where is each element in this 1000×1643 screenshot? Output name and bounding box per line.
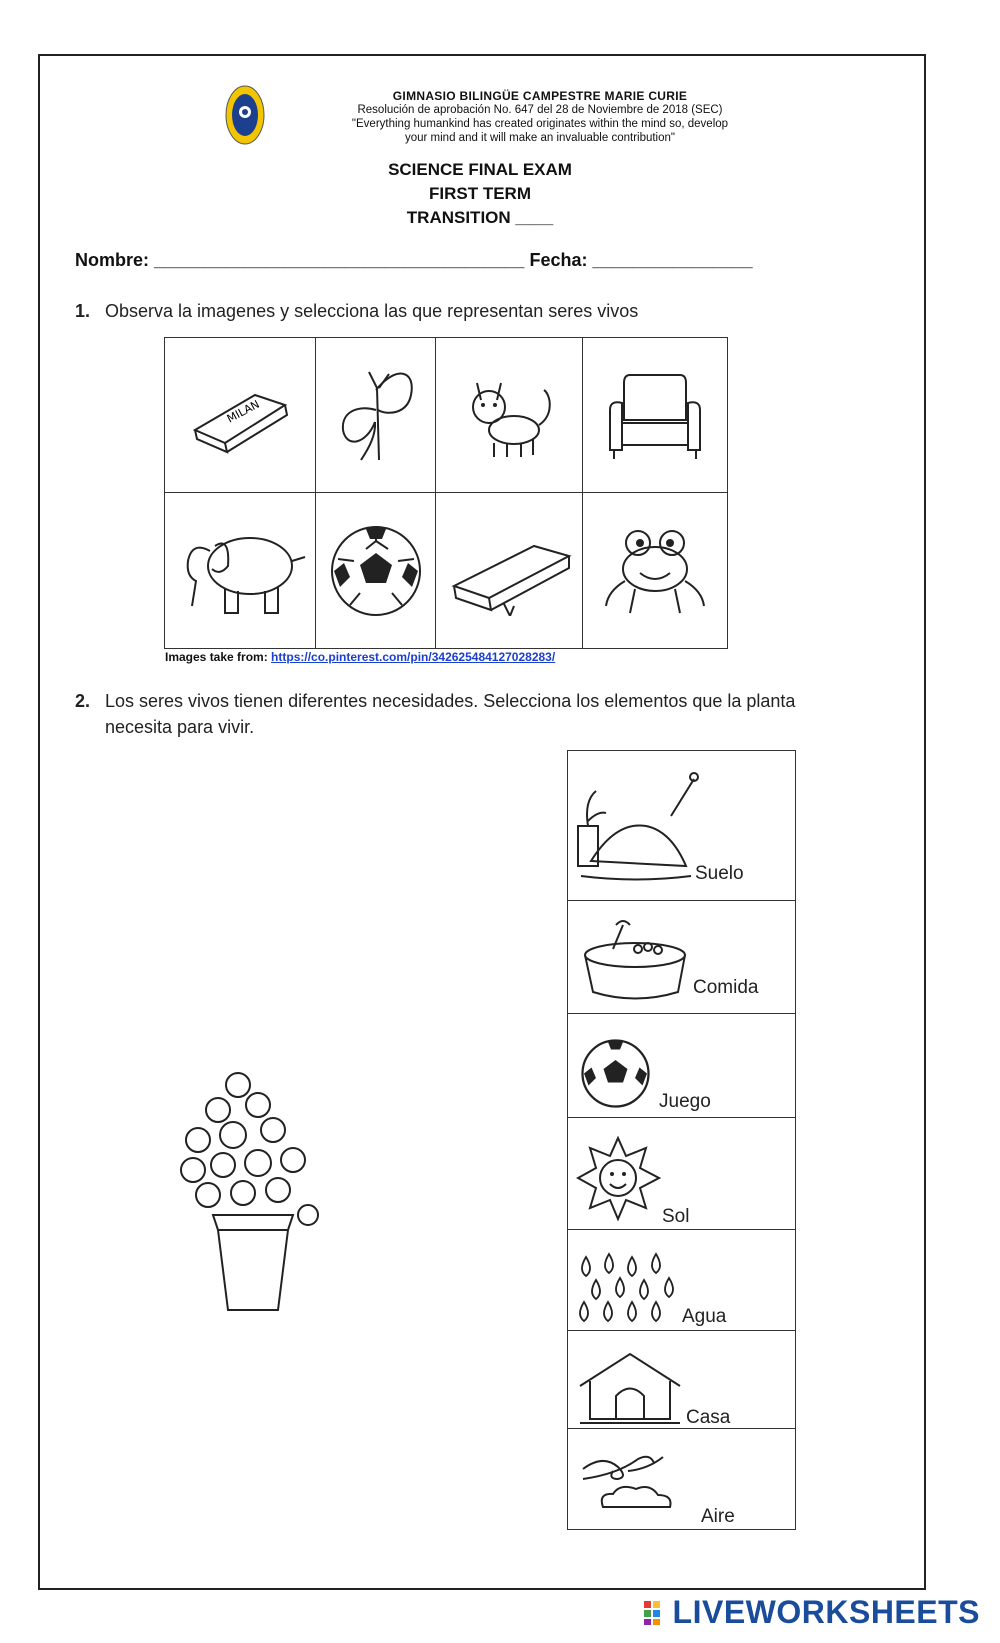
question-2-text-cont: necesita para vivir. [105,717,255,737]
option-frog[interactable] [583,493,727,648]
armchair-icon [600,365,710,465]
wind-cloud-icon [578,1449,698,1519]
liveworksheets-logo [643,1594,980,1631]
soil-icon [576,771,701,886]
exam-title: SCIENCE FINAL EXAM [388,160,572,179]
question-2-number: 2. [75,691,91,711]
resolution-text: Resolución de aprobación No. 647 del 28 de Noviembre de 2018 (SEC) [357,104,723,116]
option-casa[interactable] [568,1331,795,1429]
option-comida-label: Comida [693,977,759,998]
student-info-line [75,250,753,271]
potted-plant-icon [178,1065,328,1320]
exam-titles [330,158,630,230]
question-2 [75,688,915,740]
credit-label: Images take from: [165,650,268,664]
option-sol-label: Sol [662,1206,690,1227]
option-butterfly[interactable] [316,338,436,493]
option-cat[interactable] [436,338,583,493]
question-1-number: 1. [75,301,91,321]
exam-term: FIRST TERM [429,184,531,203]
option-suelo-label: Suelo [695,863,744,884]
soccer-ball-icon [578,1036,653,1111]
exam-grade: TRANSITION ____ [406,208,554,227]
option-agua[interactable] [568,1230,795,1331]
option-juego[interactable] [568,1014,795,1118]
option-elephant[interactable] [165,493,316,648]
option-soccer-ball[interactable] [316,493,436,648]
option-juego-label: Juego [659,1091,711,1112]
question-1-text: Observa la imagenes y selecciona las que representan seres vivos [105,301,639,321]
living-things-grid [164,337,728,649]
date-label: Fecha: [529,250,588,270]
water-drops-icon [574,1252,679,1327]
option-armchair[interactable] [583,338,727,493]
food-bowl-icon [578,917,693,1002]
needs-options-list [567,750,796,1530]
frog-icon [600,521,710,621]
option-aire-label: Aire [701,1506,735,1527]
school-logo [224,84,266,146]
name-field[interactable]: _____________________________________ [154,250,525,270]
butterfly-icon [331,360,421,470]
svg-text:MILAN: MILAN [224,397,262,426]
option-casa-label: Casa [686,1407,731,1428]
image-credit [165,650,555,664]
school-header [280,89,800,145]
cat-icon [459,365,559,465]
name-label: Nombre: [75,250,150,270]
option-comida[interactable] [568,901,795,1014]
question-2-text: Los seres vivos tienen diferentes necesidades. Selecciona los elementos que la planta [105,691,796,711]
question-1 [75,298,638,324]
option-sol[interactable] [568,1118,795,1230]
motto-line-1: "Everything humankind has created originates within the mind so, develop [351,118,729,130]
option-book[interactable] [436,493,583,648]
motto-line-2: your mind and it will make an invaluable contribution" [404,132,675,144]
potted-plant-image [178,1065,328,1325]
credit-link[interactable]: https://co.pinterest.com/pin/342625484127028283/ [271,650,556,664]
elephant-icon [170,521,310,621]
doghouse-icon [578,1351,683,1426]
date-field[interactable]: ________________ [592,250,753,270]
option-agua-label: Agua [682,1306,727,1327]
option-aire[interactable] [568,1429,795,1529]
brand-text: LIVEWORKSHEETS [672,1594,980,1630]
option-suelo[interactable] [568,751,795,901]
eraser-icon [185,375,295,455]
soccer-ball-icon [326,521,426,621]
sun-icon [576,1136,661,1221]
option-eraser[interactable] [165,338,316,493]
book-icon [444,526,574,616]
liveworksheets-blocks-icon [643,1600,669,1626]
school-name: GIMNASIO BILINGÜE CAMPESTRE MARIE CURIE [392,89,688,103]
